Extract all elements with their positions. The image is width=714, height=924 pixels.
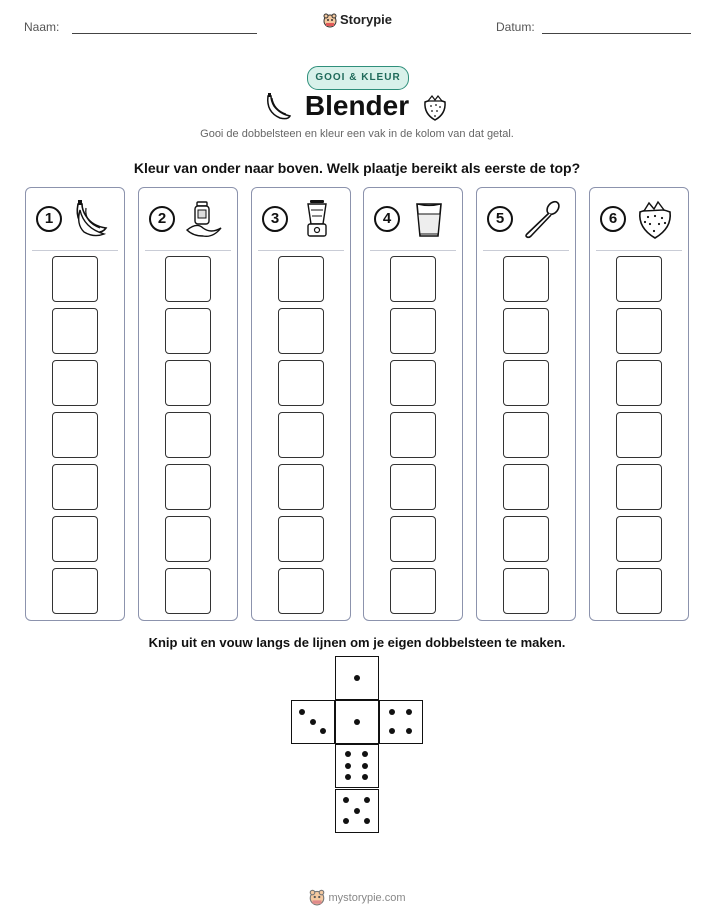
name-label: Naam:: [24, 20, 60, 34]
color-cell[interactable]: [616, 308, 662, 354]
banana-icon: [70, 198, 112, 240]
color-cell[interactable]: [503, 568, 549, 614]
column-divider: [596, 250, 682, 251]
color-cell[interactable]: [52, 568, 98, 614]
column-divider: [145, 250, 231, 251]
color-cell[interactable]: [390, 412, 436, 458]
color-cell[interactable]: [616, 360, 662, 406]
column-number: 3: [262, 206, 288, 232]
color-cell[interactable]: [503, 308, 549, 354]
color-cell[interactable]: [278, 568, 324, 614]
die-pip: [364, 797, 370, 803]
brand-logo: [0, 12, 714, 28]
die-pip: [354, 719, 360, 725]
glass-icon: [408, 198, 450, 240]
color-cell[interactable]: [278, 516, 324, 562]
column-number: 2: [149, 206, 175, 232]
die-pip: [389, 728, 395, 734]
strawberry-icon: [420, 92, 450, 122]
date-line[interactable]: [542, 33, 691, 34]
color-cell[interactable]: [503, 360, 549, 406]
die-pip: [389, 709, 395, 715]
die-pip: [320, 728, 326, 734]
die-pip: [364, 818, 370, 824]
column-4: [363, 187, 463, 621]
color-cell[interactable]: [165, 308, 211, 354]
color-cell[interactable]: [278, 256, 324, 302]
color-cell[interactable]: [390, 360, 436, 406]
column-3: [251, 187, 351, 621]
color-cell[interactable]: [52, 308, 98, 354]
die-pip: [343, 818, 349, 824]
color-cell[interactable]: [278, 308, 324, 354]
color-cell[interactable]: [52, 360, 98, 406]
color-cell[interactable]: [390, 256, 436, 302]
color-cell[interactable]: [616, 568, 662, 614]
subtitle: Gooi de dobbelsteen en kleur een vak in de kolom van dat getal.: [200, 128, 514, 140]
color-cell[interactable]: [165, 360, 211, 406]
die-pip: [362, 774, 368, 780]
die-face-5: [335, 789, 379, 833]
color-cell[interactable]: [278, 412, 324, 458]
footer-url[interactable]: mystorypie.com: [328, 892, 406, 904]
color-cell[interactable]: [616, 256, 662, 302]
die-pip: [354, 808, 360, 814]
column-5: [476, 187, 576, 621]
color-cell[interactable]: [616, 464, 662, 510]
die-pip: [299, 709, 305, 715]
die-pip: [345, 751, 351, 757]
color-cell[interactable]: [390, 568, 436, 614]
column-header: [477, 188, 575, 250]
column-divider: [258, 250, 344, 251]
column-header: [364, 188, 462, 250]
color-cell[interactable]: [503, 516, 549, 562]
brand-name: Storypie: [339, 12, 392, 27]
column-number: 6: [600, 206, 626, 232]
color-cell[interactable]: [165, 464, 211, 510]
storypie-logo-icon: [308, 888, 326, 906]
color-cell[interactable]: [278, 464, 324, 510]
color-cell[interactable]: [390, 516, 436, 562]
die-instruction: Knip uit en vouw langs de lijnen om je eigen dobbelsteen te maken.: [148, 635, 566, 650]
die-face-4: [379, 700, 423, 744]
column-number: 4: [374, 206, 400, 232]
footer: [0, 888, 714, 906]
color-cell[interactable]: [165, 412, 211, 458]
die-pip: [345, 763, 351, 769]
color-cell[interactable]: [390, 464, 436, 510]
die-pip: [362, 751, 368, 757]
column-header: [252, 188, 350, 250]
column-2: [138, 187, 238, 621]
color-cell[interactable]: [165, 256, 211, 302]
color-cell[interactable]: [52, 464, 98, 510]
blender-icon: [296, 198, 338, 240]
instruction: Kleur van onder naar boven. Welk plaatje bereikt als eerste de top?: [133, 160, 581, 176]
color-cell[interactable]: [503, 256, 549, 302]
die-face-6: [335, 744, 379, 788]
color-cell[interactable]: [165, 568, 211, 614]
category-badge: GOOI & KLEUR: [307, 66, 409, 90]
die-pip: [354, 675, 360, 681]
die-pip: [362, 763, 368, 769]
color-cell[interactable]: [503, 464, 549, 510]
color-cell[interactable]: [52, 516, 98, 562]
column-divider: [370, 250, 456, 251]
die-pip: [406, 728, 412, 734]
column-divider: [483, 250, 569, 251]
color-cell[interactable]: [165, 516, 211, 562]
column-6: [589, 187, 689, 621]
color-cell[interactable]: [278, 360, 324, 406]
die-face-3: [291, 700, 335, 744]
die-face-1: [335, 700, 379, 744]
storypie-logo-icon: [322, 12, 338, 28]
die-pip: [345, 774, 351, 780]
color-cell[interactable]: [52, 256, 98, 302]
die-face-1: [335, 656, 379, 700]
column-header: [590, 188, 688, 250]
column-header: [26, 188, 124, 250]
column-1: [25, 187, 125, 621]
spoon-icon: [521, 198, 563, 240]
die-pip: [310, 719, 316, 725]
column-header: [139, 188, 237, 250]
page-title: Blender: [304, 90, 410, 121]
die-pip: [406, 709, 412, 715]
color-cell[interactable]: [52, 412, 98, 458]
column-number: 1: [36, 206, 62, 232]
strawberry-icon: [634, 198, 676, 240]
pepper-mill-icon: [183, 198, 225, 240]
color-cell[interactable]: [503, 412, 549, 458]
die-pip: [343, 797, 349, 803]
color-cell[interactable]: [616, 516, 662, 562]
color-cell[interactable]: [390, 308, 436, 354]
name-line[interactable]: [72, 33, 257, 34]
color-cell[interactable]: [616, 412, 662, 458]
date-label: Datum:: [496, 20, 535, 34]
column-number: 5: [487, 206, 513, 232]
column-divider: [32, 250, 118, 251]
